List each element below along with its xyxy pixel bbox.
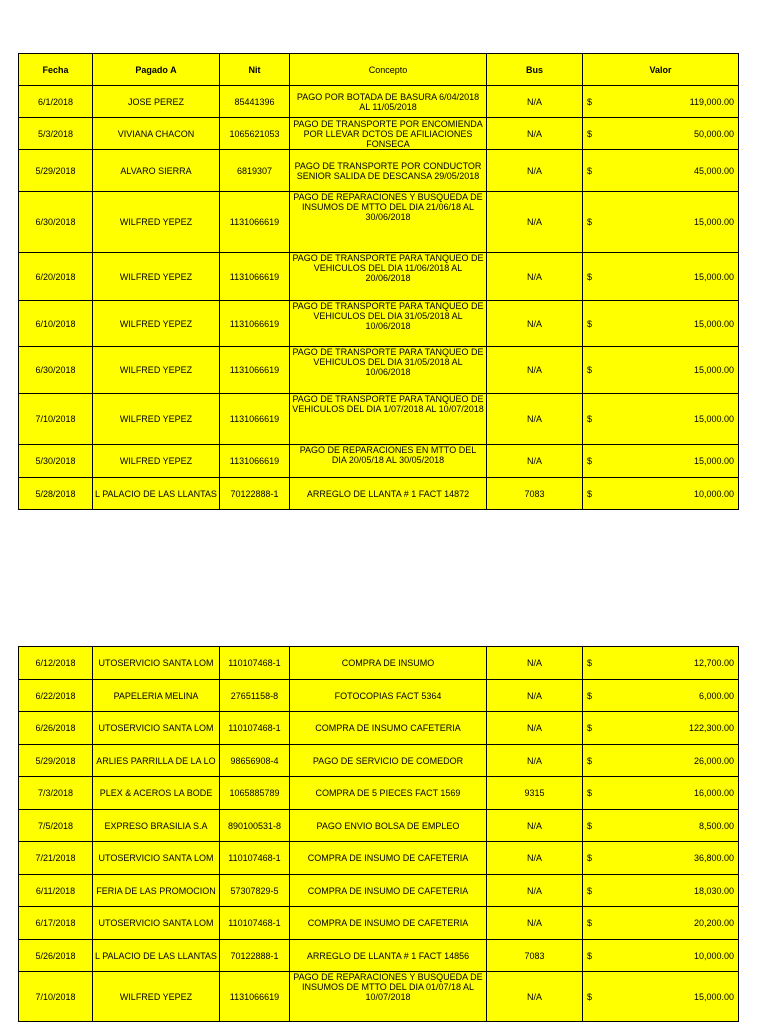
valor-cell (583, 253, 739, 301)
valor-cell (583, 478, 739, 510)
fecha-cell: 6/26/2018 (19, 712, 93, 745)
amount: 15,000.00 (693, 318, 734, 329)
nit-cell: 110107468-1 (220, 647, 290, 680)
pagado-cell: UTOSERVICIO SANTA LOM (93, 712, 220, 745)
valor-cell (583, 777, 739, 810)
concepto-cell: PAGO DE TRANSPORTE PARA TANQUEO DE VEHICULOS DEL DIA 11/06/2018 AL 20/06/2018 (290, 253, 487, 301)
nit-cell: 1131066619 (220, 301, 290, 347)
nit-cell: 1131066619 (220, 253, 290, 301)
header-valor: Valor (583, 54, 739, 86)
fecha-cell: 7/3/2018 (19, 777, 93, 810)
fecha-cell: 6/11/2018 (19, 875, 93, 907)
currency-symbol: $ (587, 128, 593, 139)
amount: 16,000.00 (693, 788, 734, 798)
concepto-cell: ARREGLO DE LLANTA # 1 FACT 14872 (290, 478, 487, 510)
nit-cell: 1131066619 (220, 394, 290, 445)
currency-symbol: $ (587, 271, 593, 282)
amount: 15,000.00 (693, 414, 734, 424)
currency-symbol: $ (587, 788, 593, 798)
header-fecha: Fecha (19, 54, 93, 86)
bus-cell: N/A (487, 972, 583, 1022)
header-nit: Nit (220, 54, 290, 86)
bus-cell: N/A (487, 301, 583, 347)
table-row (19, 810, 739, 842)
table-row (19, 301, 739, 347)
concepto-cell: COMPRA DE INSUMO (290, 647, 487, 680)
nit-cell: 70122888-1 (220, 940, 290, 972)
pagado-cell: WILFRED YEPEZ (93, 253, 220, 301)
amount: 15,000.00 (693, 456, 734, 466)
bus-cell: N/A (487, 680, 583, 712)
bus-cell: N/A (487, 445, 583, 478)
table-row (19, 875, 739, 907)
nit-cell: 110107468-1 (220, 907, 290, 940)
amount: 45,000.00 (693, 165, 734, 176)
fecha-cell: 7/21/2018 (19, 842, 93, 875)
pagado-cell: ARLIES PARRILLA DE LA LO (93, 745, 220, 777)
fecha-cell: 6/30/2018 (19, 347, 93, 394)
pagado-cell: WILFRED YEPEZ (93, 192, 220, 253)
nit-cell: 1131066619 (220, 972, 290, 1022)
table-row (19, 192, 739, 253)
pagado-cell: UTOSERVICIO SANTA LOM (93, 907, 220, 940)
valor-cell (583, 192, 739, 253)
nit-cell: 6819307 (220, 150, 290, 192)
nit-cell: 27651158-8 (220, 680, 290, 712)
valor-cell (583, 118, 739, 150)
bus-cell: N/A (487, 86, 583, 118)
valor-cell (583, 680, 739, 712)
bus-cell: N/A (487, 150, 583, 192)
pagado-cell: L PALACIO DE LAS LLANTAS (93, 940, 220, 972)
amount: 15,000.00 (693, 217, 734, 227)
currency-symbol: $ (587, 658, 593, 668)
currency-symbol: $ (587, 456, 593, 466)
concepto-cell: FOTOCOPIAS FACT 5364 (290, 680, 487, 712)
concepto-cell: PAGO DE REPARACIONES Y BUSQUEDA DE INSUMOS DE MTTO DEL DIA 21/06/18 AL 30/06/2018 (290, 192, 487, 253)
concepto-cell: PAGO DE TRANSPORTE PARA TANQUEO DE VEHICULOS DEL DIA 31/05/2018 AL 10/06/2018 (290, 301, 487, 347)
concepto-cell: PAGO DE REPARACIONES Y BUSQUEDA DE INSUMOS DE MTTO DEL DIA 01/07/18 AL 10/07/2018 (290, 972, 487, 1022)
bus-cell: N/A (487, 842, 583, 875)
currency-symbol: $ (587, 991, 593, 1002)
nit-cell: 1131066619 (220, 347, 290, 394)
nit-cell: 1065885789 (220, 777, 290, 810)
currency-symbol: $ (587, 414, 593, 424)
currency-symbol: $ (587, 318, 593, 329)
bus-cell: N/A (487, 810, 583, 842)
table-row (19, 86, 739, 118)
table-row (19, 118, 739, 150)
bus-cell: N/A (487, 394, 583, 445)
pagado-cell: PAPELERIA MELINA (93, 680, 220, 712)
concepto-cell: PAGO POR BOTADA DE BASURA 6/04/2018 AL 11/05/2018 (290, 86, 487, 118)
valor-cell (583, 445, 739, 478)
table-row (19, 647, 739, 680)
header-concepto: Concepto (290, 54, 487, 86)
table-row (19, 940, 739, 972)
table-row (19, 150, 739, 192)
valor-cell (583, 842, 739, 875)
pagado-cell: WILFRED YEPEZ (93, 301, 220, 347)
valor-cell (583, 301, 739, 347)
pagado-cell: FERIA DE LAS PROMOCION (93, 875, 220, 907)
amount: 20,200.00 (693, 918, 734, 928)
pagado-cell: WILFRED YEPEZ (93, 347, 220, 394)
currency-symbol: $ (587, 96, 593, 107)
header-row (19, 54, 739, 86)
pagado-cell: WILFRED YEPEZ (93, 445, 220, 478)
valor-cell (583, 86, 739, 118)
pagado-cell: UTOSERVICIO SANTA LOM (93, 647, 220, 680)
nit-cell: 1131066619 (220, 192, 290, 253)
pagado-cell: VIVIANA CHACON (93, 118, 220, 150)
amount: 6,000.00 (698, 690, 734, 701)
nit-cell: 890100531-8 (220, 810, 290, 842)
bus-cell: 9315 (487, 777, 583, 810)
table-row (19, 253, 739, 301)
currency-symbol: $ (587, 853, 593, 863)
currency-symbol: $ (587, 365, 593, 375)
valor-cell (583, 745, 739, 777)
nit-cell: 70122888-1 (220, 478, 290, 510)
concepto-cell: PAGO DE TRANSPORTE PARA TANQUEO DE VEHICULOS DEL DIA 31/05/2018 AL 10/06/2018 (290, 347, 487, 394)
amount: 119,000.00 (689, 96, 734, 107)
fecha-cell: 5/26/2018 (19, 940, 93, 972)
table-row (19, 972, 739, 1022)
nit-cell: 85441396 (220, 86, 290, 118)
bus-cell: 7083 (487, 478, 583, 510)
fecha-cell: 6/17/2018 (19, 907, 93, 940)
expenses-table-1 (18, 53, 739, 510)
concepto-cell: PAGO DE SERVICIO DE COMEDOR (290, 745, 487, 777)
fecha-cell: 6/10/2018 (19, 301, 93, 347)
concepto-cell: PAGO DE TRANSPORTE PARA TANQUEO DE VEHICULOS DEL DIA 1/07/2018 AL 10/07/2018 (290, 394, 487, 445)
bus-cell: N/A (487, 118, 583, 150)
fecha-cell: 7/5/2018 (19, 810, 93, 842)
currency-symbol: $ (587, 723, 593, 733)
concepto-cell: COMPRA DE INSUMO DE CAFETERIA (290, 907, 487, 940)
pagado-cell: UTOSERVICIO SANTA LOM (93, 842, 220, 875)
fecha-cell: 7/10/2018 (19, 972, 93, 1022)
fecha-cell: 6/1/2018 (19, 86, 93, 118)
currency-symbol: $ (587, 755, 593, 766)
amount: 12,700.00 (693, 658, 734, 668)
bus-cell: N/A (487, 875, 583, 907)
amount: 10,000.00 (693, 488, 734, 499)
table-row (19, 777, 739, 810)
concepto-cell: COMPRA DE INSUMO CAFETERIA (290, 712, 487, 745)
amount: 50,000.00 (693, 128, 734, 139)
table-row (19, 478, 739, 510)
amount: 15,000.00 (693, 271, 734, 282)
amount: 8,500.00 (698, 820, 734, 831)
amount: 15,000.00 (693, 365, 734, 375)
bus-cell: N/A (487, 253, 583, 301)
valor-cell (583, 394, 739, 445)
nit-cell: 98656908-4 (220, 745, 290, 777)
table-row (19, 445, 739, 478)
currency-symbol: $ (587, 488, 593, 499)
currency-symbol: $ (587, 820, 593, 831)
bus-cell: N/A (487, 907, 583, 940)
table-row (19, 745, 739, 777)
header-bus: Bus (487, 54, 583, 86)
concepto-cell: PAGO DE REPARACIONES EN MTTO DEL DIA 20/05/18 AL 30/05/2018 (290, 445, 487, 478)
fecha-cell: 6/20/2018 (19, 253, 93, 301)
concepto-cell: COMPRA DE 5 PIECES FACT 1569 (290, 777, 487, 810)
valor-cell (583, 150, 739, 192)
valor-cell (583, 647, 739, 680)
fecha-cell: 6/22/2018 (19, 680, 93, 712)
bus-cell: N/A (487, 647, 583, 680)
amount: 18,030.00 (693, 885, 734, 896)
amount: 26,000.00 (693, 755, 734, 766)
pagado-cell: PLEX & ACEROS LA BODE (93, 777, 220, 810)
table-row (19, 842, 739, 875)
table-row (19, 712, 739, 745)
bus-cell: N/A (487, 712, 583, 745)
valor-cell (583, 347, 739, 394)
valor-cell (583, 972, 739, 1022)
fecha-cell: 5/29/2018 (19, 745, 93, 777)
nit-cell: 57307829-5 (220, 875, 290, 907)
valor-cell (583, 712, 739, 745)
amount: 122,300.00 (688, 723, 734, 733)
pagado-cell: L PALACIO DE LAS LLANTAS (93, 478, 220, 510)
fecha-cell: 5/30/2018 (19, 445, 93, 478)
bus-cell: N/A (487, 192, 583, 253)
table-row (19, 680, 739, 712)
valor-cell (583, 875, 739, 907)
nit-cell: 110107468-1 (220, 712, 290, 745)
concepto-cell: COMPRA DE INSUMO DE CAFETERIA (290, 842, 487, 875)
nit-cell: 110107468-1 (220, 842, 290, 875)
currency-symbol: $ (587, 885, 593, 896)
pagado-cell: JOSE PEREZ (93, 86, 220, 118)
pagado-cell: WILFRED YEPEZ (93, 972, 220, 1022)
concepto-cell: PAGO DE TRANSPORTE POR CONDUCTOR SENIOR SALIDA DE DESCANSA 29/05/2018 (290, 150, 487, 192)
pagado-cell: WILFRED YEPEZ (93, 394, 220, 445)
table-row (19, 394, 739, 445)
nit-cell: 1065621053 (220, 118, 290, 150)
concepto-cell: PAGO ENVIO BOLSA DE EMPLEO (290, 810, 487, 842)
fecha-cell: 5/28/2018 (19, 478, 93, 510)
currency-symbol: $ (587, 217, 593, 227)
currency-symbol: $ (587, 950, 593, 961)
table-row (19, 907, 739, 940)
bus-cell: N/A (487, 745, 583, 777)
concepto-cell: PAGO DE TRANSPORTE POR ENCOMIENDA POR LLEVAR DCTOS DE AFILIACIONES FONSECA (290, 118, 487, 150)
fecha-cell: 6/30/2018 (19, 192, 93, 253)
valor-cell (583, 810, 739, 842)
bus-cell: N/A (487, 347, 583, 394)
currency-symbol: $ (587, 690, 593, 701)
pagado-cell: EXPRESO BRASILIA S.A (93, 810, 220, 842)
valor-cell (583, 907, 739, 940)
amount: 10,000.00 (693, 950, 734, 961)
bus-cell: 7083 (487, 940, 583, 972)
table-row (19, 347, 739, 394)
fecha-cell: 7/10/2018 (19, 394, 93, 445)
valor-cell (583, 940, 739, 972)
currency-symbol: $ (587, 165, 593, 176)
amount: 15,000.00 (693, 991, 734, 1002)
pagado-cell: ALVARO SIERRA (93, 150, 220, 192)
header-pagado: Pagado A (93, 54, 220, 86)
expenses-table-2 (18, 646, 739, 1022)
currency-symbol: $ (587, 918, 593, 928)
fecha-cell: 5/3/2018 (19, 118, 93, 150)
concepto-cell: ARREGLO DE LLANTA # 1 FACT 14856 (290, 940, 487, 972)
fecha-cell: 6/12/2018 (19, 647, 93, 680)
concepto-cell: COMPRA DE INSUMO DE CAFETERIA (290, 875, 487, 907)
fecha-cell: 5/29/2018 (19, 150, 93, 192)
amount: 36,800.00 (693, 853, 734, 863)
nit-cell: 1131066619 (220, 445, 290, 478)
